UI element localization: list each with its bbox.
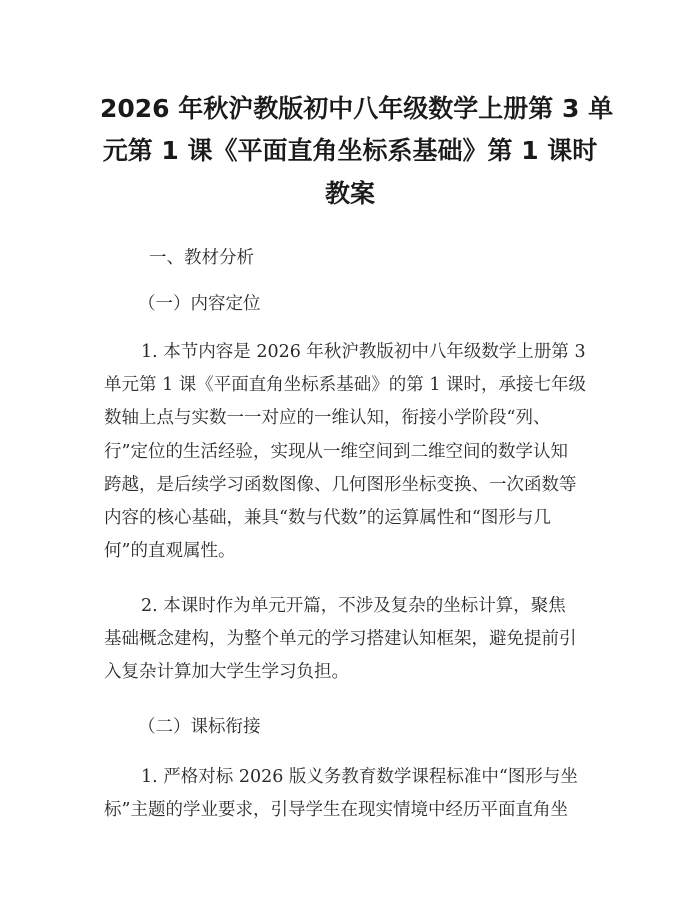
paragraph-2-line-2: 基础概念建构，为整个单元的学习搭建认知框架，避免提前引 <box>104 629 577 649</box>
document-title-line-2: 元第 1 课《平面直角坐标系基础》第 1 课时 <box>102 136 598 165</box>
document-title-line-1: 2026 年秋沪教版初中八年级数学上册第 3 单 <box>100 94 614 123</box>
subsection-heading-2: （二）课标衔接 <box>138 717 261 737</box>
paragraph-2-line-3: 入复杂计算加大学生学习负担。 <box>104 662 349 682</box>
subsection-heading-1: （一）内容定位 <box>138 294 261 314</box>
document-title-line-3: 教案 <box>324 179 375 208</box>
section-heading-1: 一、教材分析 <box>149 248 254 268</box>
paragraph-1-line-3: 数轴上点与实数一一对应的一维认知，衔接小学阶段“列、 <box>104 408 551 428</box>
paragraph-1-line-2: 单元第 1 课《平面直角坐标系基础》的第 1 课时，承接七年级 <box>104 375 587 395</box>
paragraph-1-line-5: 跨越，是后续学习函数图像、几何图形坐标变换、一次函数等 <box>104 475 577 495</box>
paragraph-1-line-1: 1. 本节内容是 2026 年秋沪教版初中八年级数学上册第 3 <box>141 342 586 362</box>
paragraph-3-line-1: 1. 严格对标 2026 版义务教育数学课程标准中“图形与坐 <box>141 767 578 787</box>
paragraph-1-line-6: 内容的核心基础，兼具“数与代数”的运算属性和“图形与几 <box>104 508 551 528</box>
paragraph-1-line-4: 行”定位的生活经验，实现从一维空间到二维空间的数学认知 <box>104 442 568 462</box>
paragraph-2-line-1: 2. 本课时作为单元开篇，不涉及复杂的坐标计算，聚焦 <box>141 596 566 616</box>
paragraph-1-line-7: 何”的直观属性。 <box>104 541 236 561</box>
paragraph-3-line-2: 标”主题的学业要求，引导学生在现实情境中经历平面直角坐 <box>104 800 568 820</box>
